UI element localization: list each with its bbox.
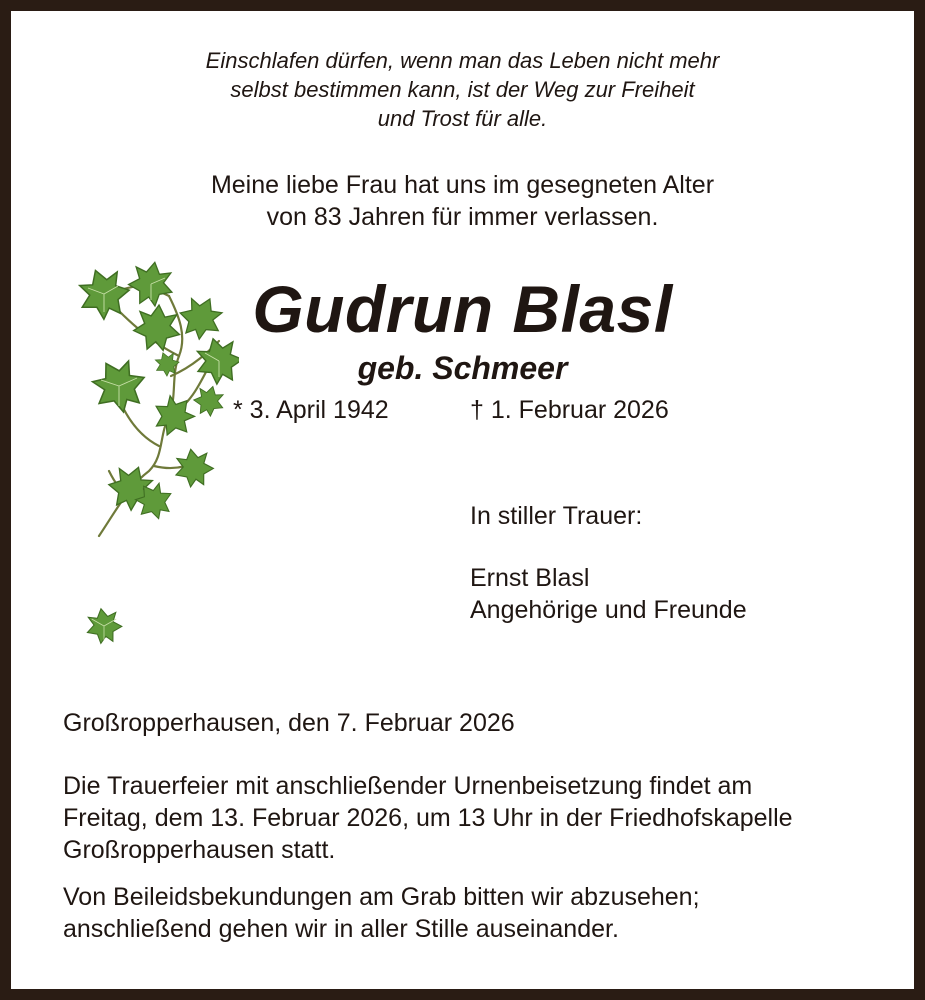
- motto-line: selbst bestimmen kann, ist der Weg zur Freiheit: [230, 77, 695, 102]
- intro-line: Meine liebe Frau hat uns im gesegneten Alter: [210, 171, 715, 199]
- deceased-name: Gudrun Blasl: [252, 272, 673, 346]
- mourner-name: Angehörige und Freunde: [470, 596, 747, 624]
- intro-line: von 83 Jahren für immer verlassen.: [266, 203, 659, 231]
- ivy-leaf-icon: [83, 605, 125, 647]
- death-date: † 1. Februar 2026: [470, 396, 669, 424]
- funeral-info-line: Großropperhausen statt.: [63, 836, 336, 864]
- place-and-date: Großropperhausen, den 7. Februar 2026: [63, 709, 515, 737]
- closing-note-line: Von Beileidsbekundungen am Grab bitten wir abzusehen;: [63, 883, 700, 911]
- motto-quote: [11, 46, 914, 133]
- closing-note: [63, 881, 700, 945]
- birth-date: * 3. April 1942: [233, 396, 389, 424]
- funeral-info-line: Die Trauerfeier mit anschließender Urnenbeisetzung findet am: [63, 772, 753, 800]
- intro-text: [11, 169, 914, 233]
- closing-note-line: anschließend gehen wir in aller Stille auseinander.: [63, 915, 619, 943]
- mourners-list: [470, 562, 747, 626]
- funeral-info: [63, 770, 793, 866]
- mourning-heading: In stiller Trauer:: [470, 502, 643, 530]
- motto-line: Einschlafen dürfen, wenn man das Leben nicht mehr: [205, 48, 720, 73]
- mourner-name: Ernst Blasl: [470, 564, 590, 592]
- obituary-card: [11, 11, 914, 989]
- funeral-info-line: Freitag, dem 13. Februar 2026, um 13 Uhr in der Friedhofskapelle: [63, 804, 793, 832]
- motto-line: und Trost für alle.: [377, 106, 548, 131]
- birth-name: geb. Schmeer: [357, 350, 568, 386]
